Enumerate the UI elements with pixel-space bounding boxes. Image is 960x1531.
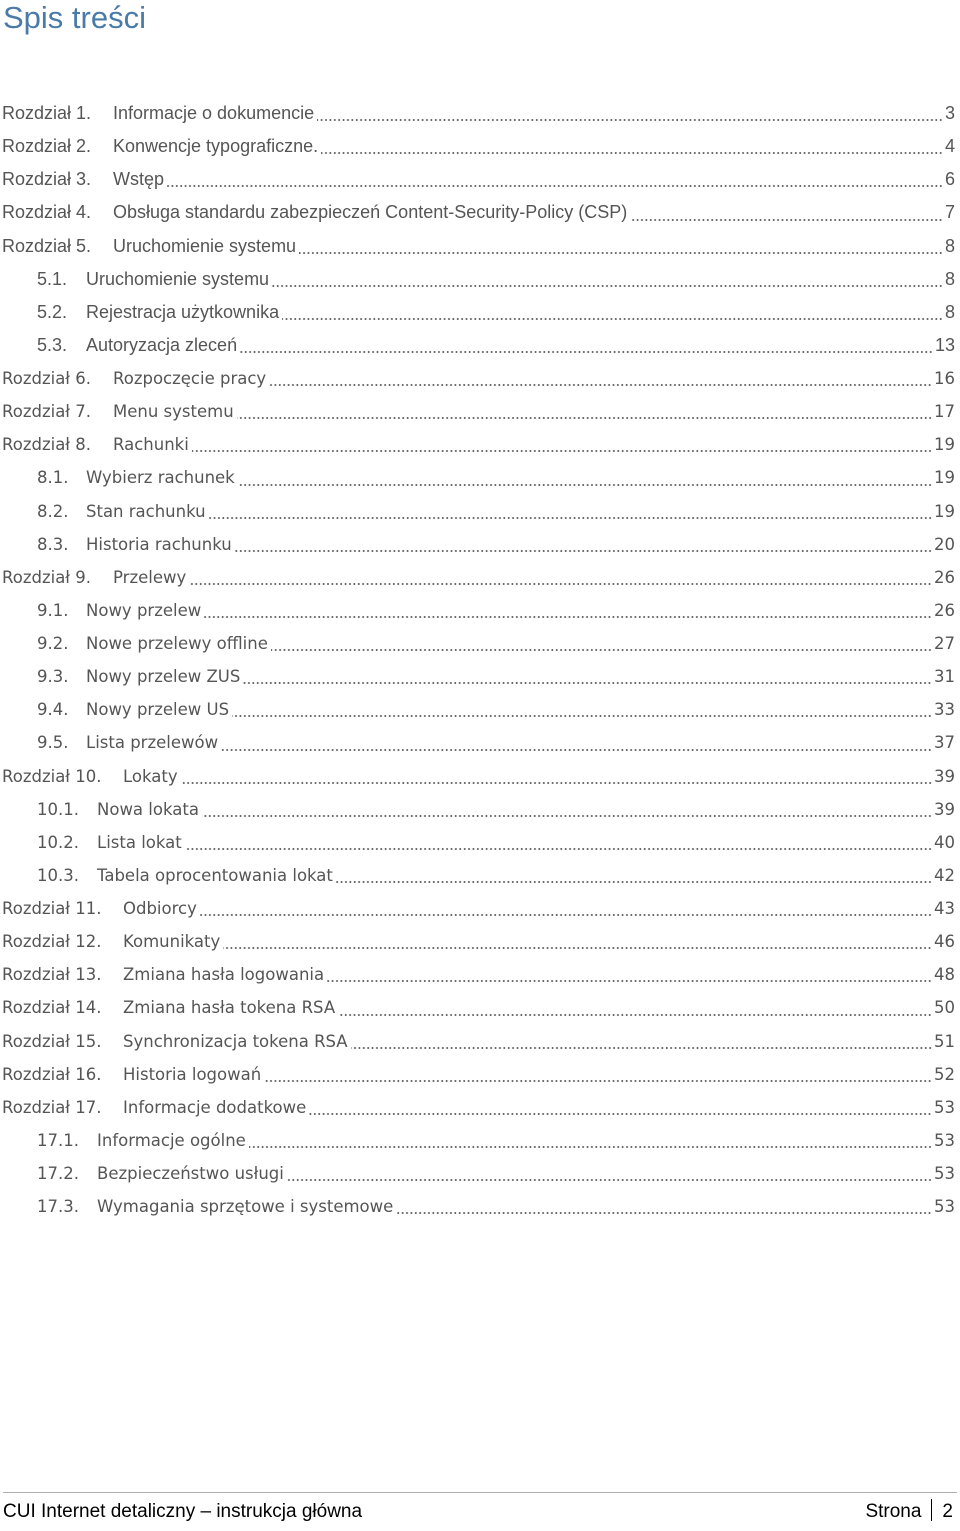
toc-entry[interactable] [0,1157,955,1190]
toc-entry[interactable] [0,230,955,263]
toc-entry-number: Rozdział 7. [2,402,91,422]
toc-entry[interactable] [0,1058,955,1091]
toc-entry-page: 50 [934,998,955,1018]
toc-entry-title: Lista przelewów [86,733,219,753]
toc-entry-page: 3 [944,103,955,123]
toc-entry[interactable] [0,97,955,130]
toc-dot-leader [299,252,943,254]
toc-entry-number: 9.2. [37,634,69,653]
toc-entry-number: Rozdział 1. [2,103,92,123]
toc-dot-leader [181,782,932,784]
toc-entry-title: Historia logowań [123,1064,262,1084]
toc-entry-page: 39 [934,766,955,786]
toc-entry-title: Informacje ogólne [97,1130,246,1150]
toc-entry[interactable] [0,660,955,693]
toc-entry-page: 26 [934,600,955,620]
toc-entry-page: 51 [934,1031,955,1051]
toc-entry-number: Rozdział 16. [2,1064,102,1084]
toc-entry[interactable] [0,461,955,494]
toc-entry-number: Rozdział 15. [2,1031,102,1051]
toc-entry[interactable] [0,495,955,528]
toc-entry-page: 19 [934,435,955,455]
toc-entry-page: 52 [934,1064,955,1084]
toc-entry-page: 8 [944,235,955,256]
toc-dot-leader [271,649,932,651]
toc-entry-title: Nowy przelew ZUS [86,667,241,687]
toc-entry-number: 5.3. [37,334,68,355]
toc-entry-number: Rozdział 14. [2,998,102,1018]
toc-entry-page: 17 [934,402,955,422]
toc-entry-page: 19 [934,501,955,521]
toc-dot-leader [200,914,932,916]
toc-entry-title: Informacje o dokumencie [113,103,315,123]
toc-entry-title: Stan rachunku [86,501,206,521]
toc-dot-leader [240,351,933,353]
toc-entry-number: Rozdział 5. [2,235,92,256]
toc-entry-title: Uruchomienie systemu [86,268,270,289]
toc-entry[interactable] [0,991,955,1024]
toc-dot-leader [243,682,932,684]
toc-entry-page: 42 [934,865,955,885]
toc-dot-leader [282,318,943,320]
toc-entry-title: Wstęp [113,169,165,190]
toc-entry-title: Wybierz rachunek [86,468,235,488]
toc-entry-title: Nowe przelewy offline [86,634,268,653]
toc-entry[interactable] [0,263,955,296]
toc-entry-title: Synchronizacja tokena RSA [123,1031,348,1051]
footer-page-number: 2 [942,1501,953,1522]
toc-entry-title: Uruchomienie systemu [113,235,297,256]
toc-entry-number: Rozdział 12. [2,932,102,952]
toc-entry-title: Nowy przelew [86,600,202,620]
toc-dot-leader [235,550,932,552]
toc-entry[interactable] [0,528,955,561]
toc-entry-title: Zmiana hasła tokena RSA [123,998,336,1018]
toc-dot-leader [209,517,932,519]
toc-entry[interactable] [0,892,955,925]
toc-entry-page: 4 [944,136,955,157]
toc-entry-title: Przelewy [113,567,187,587]
toc-entry[interactable] [0,793,955,826]
toc-dot-leader [269,384,932,386]
toc-entry-number: Rozdział 6. [2,369,91,388]
toc-entry[interactable] [0,561,955,594]
toc-entry-title: Rejestracja użytkownika [86,301,280,322]
toc-entry-title: Rozpoczęcie pracy [113,369,267,388]
toc-entry-number: 10.2. [37,832,79,852]
toc-dot-leader [237,417,932,419]
toc-dot-leader [336,881,932,883]
toc-entry-page: 8 [944,268,955,289]
toc-dot-leader [204,616,932,618]
toc-dot-leader [351,1047,932,1049]
toc-entry-title: Tabela oprocentowania lokat [97,865,333,885]
toc-entry-page: 27 [934,634,955,653]
toc-entry[interactable] [0,395,955,428]
toc-entry-page: 13 [934,334,955,355]
toc-dot-leader [238,484,932,486]
toc-entry-page: 26 [934,567,955,587]
toc-entry[interactable] [0,130,955,163]
toc-entry-title: Autoryzacja zleceń [86,334,238,355]
toc-entry-title: Rachunki [113,435,189,455]
toc-dot-leader [221,749,932,751]
toc-entry-page: 16 [934,369,955,388]
toc-entry[interactable] [0,726,955,759]
toc-entry-page: 6 [944,169,955,190]
toc-dot-leader [338,1014,932,1016]
toc-entry-page: 53 [934,1197,955,1217]
toc-entry[interactable] [0,196,955,229]
toc-entry-title: Menu systemu [113,402,234,422]
toc-entry-title: Nowy przelew US [86,700,230,720]
toc-entry-title: Zmiana hasła logowania [123,965,325,985]
toc-entry[interactable] [0,329,955,362]
toc-entry-title: Historia rachunku [86,534,232,554]
toc-entry[interactable] [0,1025,955,1058]
toc-dot-leader [317,119,943,121]
toc-dot-leader [321,152,943,154]
toc-entry[interactable] [0,296,955,329]
toc-entry-title: Bezpieczeństwo usługi [97,1164,284,1183]
toc-dot-leader [192,450,932,452]
toc-entry-number: 17.2. [37,1164,79,1183]
toc-entry-title: Obsługa standardu zabezpieczeń Content-Security-Policy (CSP) [113,202,628,223]
toc-entry-page: 31 [934,667,955,687]
toc-entry-title: Konwencje typograficzne. [113,136,319,157]
footer-separator [931,1499,932,1521]
toc-dot-leader [287,1179,932,1181]
toc-entry-number: Rozdział 11. [2,899,102,918]
toc-entry-number: Rozdział 9. [2,567,91,587]
toc-entry-page: 48 [934,965,955,985]
toc-entry-number: 9.4. [37,700,69,720]
toc-dot-leader [202,815,932,817]
toc-entry-page: 53 [934,1097,955,1117]
toc-entry-page: 37 [934,733,955,753]
toc-entry-number: 8.1. [37,468,69,488]
toc-entry-number: 9.3. [37,667,69,687]
toc-entry-number: Rozdział 3. [2,169,92,190]
toc-dot-leader [223,947,932,949]
toc-entry[interactable] [0,627,955,660]
toc-entry-number: Rozdział 17. [2,1097,102,1117]
toc-entry-page: 8 [944,301,955,322]
toc-entry-page: 46 [934,932,955,952]
toc-entry[interactable] [0,594,955,627]
toc-entry[interactable] [0,1124,955,1157]
toc-dot-leader [249,1146,932,1148]
toc-dot-leader [264,1080,932,1082]
page-title: Spis treści [3,0,146,35]
page-footer [3,1492,957,1525]
footer-page-label: Strona [865,1501,922,1522]
toc-dot-leader [630,219,943,221]
toc-entry-page: 39 [934,799,955,819]
toc-dot-leader [185,848,932,850]
toc-entry[interactable] [0,428,955,461]
toc-entry-title: Informacje dodatkowe [123,1097,307,1117]
toc-entry[interactable] [0,1190,955,1223]
toc-entry[interactable] [0,693,955,726]
toc-entry-number: Rozdział 8. [2,435,91,455]
toc-entry-page: 53 [934,1130,955,1150]
toc-entry[interactable] [0,163,955,196]
toc-dot-leader [272,285,943,287]
footer-page-indicator [865,1493,953,1531]
toc-entry-page: 33 [934,700,955,720]
toc-entry-number: 5.1. [37,268,68,289]
toc-entry-title: Wymagania sprzętowe i systemowe [97,1197,394,1217]
table-of-contents [0,97,955,1223]
toc-entry[interactable] [0,958,955,991]
toc-entry-page: 7 [944,202,955,223]
toc-entry-number: Rozdział 2. [2,136,92,157]
toc-entry-title: Odbiorcy [123,899,197,918]
toc-entry-page: 53 [934,1164,955,1183]
toc-entry-number: 17.3. [37,1197,79,1217]
toc-entry-title: Nowa lokata [97,799,199,819]
toc-entry-number: 17.1. [37,1130,79,1150]
toc-entry-page: 40 [934,832,955,852]
toc-entry-number: 10.3. [37,865,79,885]
toc-entry-number: Rozdział 10. [2,766,102,786]
toc-entry-number: 10.1. [37,799,79,819]
toc-dot-leader [309,1113,932,1115]
toc-entry-page: 20 [934,534,955,554]
toc-entry-page: 43 [934,899,955,918]
toc-entry-number: 8.3. [37,534,69,554]
toc-entry[interactable] [0,925,955,958]
toc-entry-number: 8.2. [37,501,69,521]
toc-entry-number: 5.2. [37,301,68,322]
toc-dot-leader [167,185,943,187]
toc-entry-title: Lista lokat [97,832,182,852]
toc-dot-leader [189,583,932,585]
toc-entry-number: Rozdział 13. [2,965,102,985]
toc-entry-title: Komunikaty [123,932,221,952]
toc-entry-title: Lokaty [123,766,178,786]
toc-entry-number: 9.5. [37,733,69,753]
toc-dot-leader [327,980,932,982]
footer-document-name: CUI Internet detaliczny – instrukcja główna [3,1501,363,1522]
toc-dot-leader [232,715,932,717]
toc-entry[interactable] [0,760,955,793]
toc-entry-number: 9.1. [37,600,69,620]
toc-dot-leader [396,1212,932,1214]
toc-entry[interactable] [0,362,955,395]
toc-entry-page: 19 [934,468,955,488]
toc-entry-number: Rozdział 4. [2,202,92,223]
toc-entry[interactable] [0,1091,955,1124]
toc-entry[interactable] [0,859,955,892]
toc-entry[interactable] [0,826,955,859]
